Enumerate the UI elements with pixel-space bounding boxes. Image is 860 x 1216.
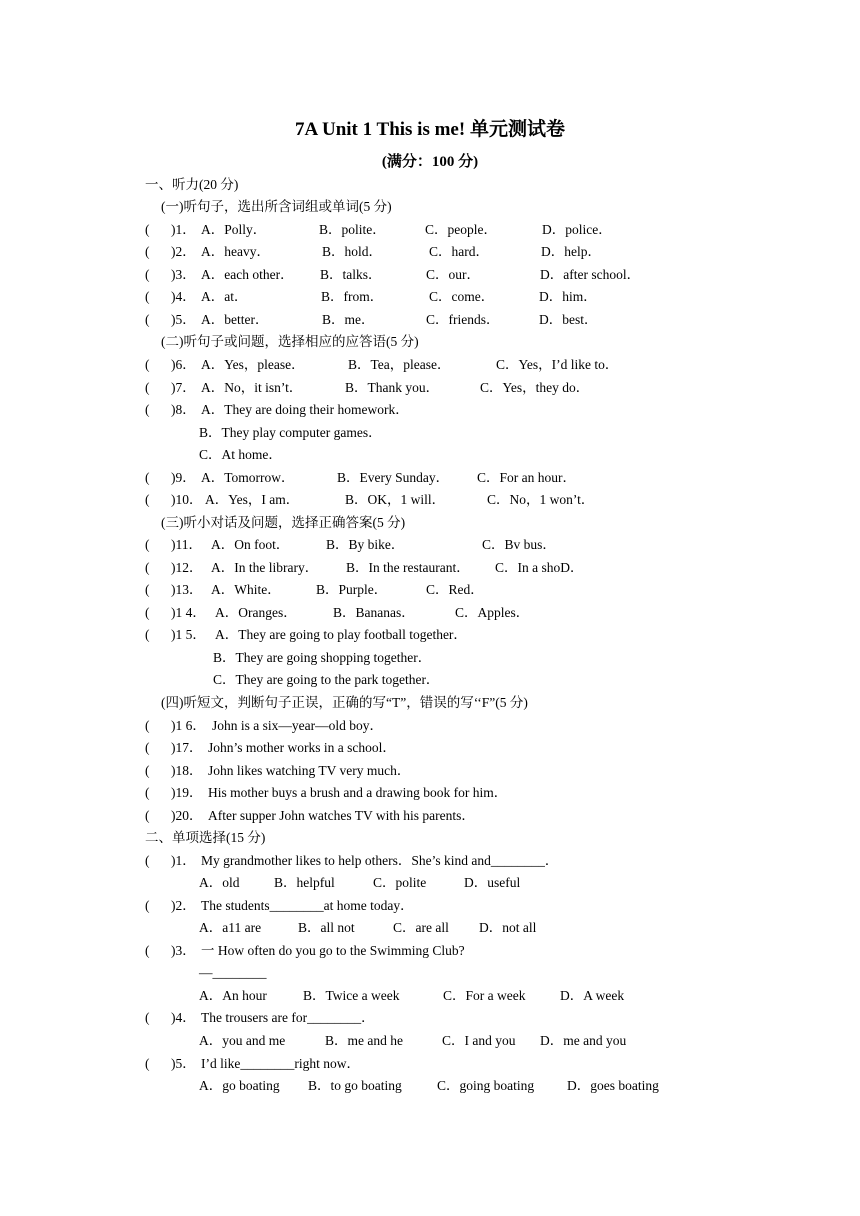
answer-paren: ( — [145, 244, 150, 259]
option-c: C．They are going to the park together． — [213, 672, 440, 687]
question-number: )17． — [171, 740, 203, 755]
option-b: B．They are going shopping together． — [213, 650, 432, 665]
answer-paren: ( — [145, 808, 150, 823]
option-a: A．go boating — [199, 1078, 280, 1093]
question-number: )19． — [171, 785, 203, 800]
option-b: B．talks． — [320, 267, 382, 282]
question-number: )5． — [171, 312, 196, 327]
answer-paren: ( — [145, 763, 150, 778]
answer-paren: ( — [145, 718, 150, 733]
option-b: B．Every Sunday． — [337, 470, 450, 485]
option-b: B．helpful — [274, 875, 335, 890]
option-c: C．For a week — [443, 988, 526, 1003]
answer-paren: ( — [145, 267, 150, 282]
question-text: John’s mother works in a school． — [208, 740, 396, 755]
option-a: A．at． — [201, 289, 248, 304]
option-c: C．people． — [425, 222, 497, 237]
option-d: D．help． — [541, 244, 601, 259]
answer-blank: —________ — [199, 965, 267, 980]
option-c: C．are all — [393, 920, 449, 935]
option-c: C．At home． — [199, 447, 282, 462]
answer-paren: ( — [145, 582, 150, 597]
answer-paren: ( — [145, 492, 150, 507]
option-b: B．OK，1 will． — [345, 492, 446, 507]
option-b: B．They play computer games． — [199, 425, 382, 440]
option-a: A．Yes，I am． — [205, 492, 300, 507]
option-c: C．going boating — [437, 1078, 535, 1093]
option-a: A．They are going to play football together． — [215, 627, 467, 642]
option-c: C．Bv bus． — [482, 537, 556, 552]
answer-paren: ( — [145, 1010, 150, 1025]
option-b: B．Purple． — [316, 582, 388, 597]
text-label: (二)听句子或问题，选择相应的应答语(5 分) — [161, 334, 419, 349]
answer-paren: ( — [145, 380, 150, 395]
answer-paren: ( — [145, 312, 150, 327]
question-number: )1 6． — [171, 718, 206, 733]
question-text: The students________at home today． — [201, 898, 414, 913]
option-a: A．better． — [201, 312, 269, 327]
question-text: His mother buys a brush and a drawing book for him． — [208, 785, 508, 800]
text-label: (三)听小对话及问题，选择正确答案(5 分) — [161, 515, 406, 530]
option-a: A．In the library． — [211, 560, 319, 575]
option-c: C．For an hour． — [477, 470, 576, 485]
question-number: )1 5． — [171, 627, 206, 642]
option-a: A．a11 are — [199, 920, 262, 935]
answer-paren: ( — [145, 943, 150, 958]
answer-paren: ( — [145, 222, 150, 237]
option-a: A．Yes，please． — [201, 357, 305, 372]
question-text: I’d like________right now． — [201, 1056, 360, 1071]
option-c: C．hard． — [429, 244, 489, 259]
question-number: )2． — [171, 898, 196, 913]
option-c: C．No，1 won’t． — [487, 492, 595, 507]
answer-paren: ( — [145, 1056, 150, 1071]
answer-paren: ( — [145, 785, 150, 800]
question-number: )2． — [171, 244, 196, 259]
option-b: B．me． — [322, 312, 375, 327]
question-number: )4． — [171, 1010, 196, 1025]
question-number: )1 4． — [171, 605, 206, 620]
option-c: C．In a shoD． — [495, 560, 584, 575]
option-b: B．from． — [321, 289, 384, 304]
option-a: A．Tomorrow． — [201, 470, 295, 485]
option-c: C．friends． — [426, 312, 500, 327]
option-b: B．to go boating — [308, 1078, 402, 1093]
question-number: )9． — [171, 470, 196, 485]
answer-paren: ( — [145, 289, 150, 304]
option-a: A．No，it isn’t． — [201, 380, 303, 395]
option-d: D．goes boating — [567, 1078, 659, 1093]
question-text: My grandmother likes to help others．She’s kind and________． — [201, 853, 559, 868]
page-title: 7A Unit 1 This is me! 单元测试卷 — [295, 119, 565, 140]
option-b: B．hold． — [322, 244, 383, 259]
option-d: D．useful — [464, 875, 521, 890]
option-d: D．police． — [542, 222, 612, 237]
option-d: D．him． — [539, 289, 597, 304]
question-number: )3． — [171, 943, 196, 958]
option-d: D．me and you — [540, 1033, 627, 1048]
option-a: A．White． — [211, 582, 281, 597]
option-b: B．all not — [298, 920, 355, 935]
option-c: C．Yes，I’d like to． — [496, 357, 619, 372]
option-a: A．Polly． — [201, 222, 267, 237]
option-b: B．In the restaurant． — [346, 560, 470, 575]
option-d: D．after school． — [540, 267, 641, 282]
question-number: )18． — [171, 763, 203, 778]
answer-paren: ( — [145, 853, 150, 868]
option-a: A．you and me — [199, 1033, 286, 1048]
text-label: (四)听短文，判断句子正误，正确的写“T”，错误的写‘‘F”(5 分) — [161, 695, 528, 710]
option-a: A．Oranges． — [215, 605, 297, 620]
option-b: B．Bananas． — [333, 605, 415, 620]
page-subtitle: (满分：100 分) — [381, 154, 479, 170]
answer-paren: ( — [145, 560, 150, 575]
answer-paren: ( — [145, 898, 150, 913]
question-number: )1． — [171, 222, 196, 237]
option-c: C．Red． — [426, 582, 484, 597]
option-d: D．best． — [539, 312, 598, 327]
answer-paren: ( — [145, 470, 150, 485]
answer-paren: ( — [145, 357, 150, 372]
question-number: )13． — [171, 582, 203, 597]
answer-paren: ( — [145, 537, 150, 552]
question-text: John is a six—year—old boy． — [212, 718, 383, 733]
option-b: B．Thank you． — [345, 380, 440, 395]
question-number: )10． — [171, 492, 203, 507]
option-c: C．Yes，they do． — [480, 380, 590, 395]
answer-paren: ( — [145, 627, 150, 642]
option-a: A．On foot． — [211, 537, 290, 552]
question-number: )6． — [171, 357, 196, 372]
option-c: C．I and you — [442, 1033, 516, 1048]
question-number: )4． — [171, 289, 196, 304]
option-c: C．Apples． — [455, 605, 530, 620]
text-label: (一)听句子，选出所含词组或单词(5 分) — [161, 199, 392, 214]
option-a: A．An hour — [199, 988, 267, 1003]
question-number: )3． — [171, 267, 196, 282]
option-d: D．A week — [560, 988, 625, 1003]
question-text: John likes watching TV very much． — [208, 763, 411, 778]
question-text: 一 How often do you go to the Swimming Club? — [201, 943, 465, 958]
option-c: C．come． — [429, 289, 495, 304]
text-label: 一、听力(20 分) — [145, 177, 239, 192]
answer-paren: ( — [145, 740, 150, 755]
question-number: )8． — [171, 402, 196, 417]
text-label: 二、单项选择(15 分) — [145, 830, 266, 845]
question-text: After supper John watches TV with his parents． — [208, 808, 475, 823]
question-number: )1． — [171, 853, 196, 868]
answer-paren: ( — [145, 402, 150, 417]
question-number: )20． — [171, 808, 203, 823]
question-number: )7． — [171, 380, 196, 395]
option-a: A．They are doing their homework． — [201, 402, 409, 417]
option-b: B．Tea，please． — [348, 357, 451, 372]
option-b: B．By bike． — [326, 537, 405, 552]
option-d: D．not all — [479, 920, 537, 935]
option-b: B．me and he — [325, 1033, 403, 1048]
answer-paren: ( — [145, 605, 150, 620]
option-b: B．Twice a week — [303, 988, 400, 1003]
question-text: The trousers are for________． — [201, 1010, 375, 1025]
question-number: )11． — [171, 537, 202, 552]
question-number: )12． — [171, 560, 203, 575]
option-b: B．polite． — [319, 222, 386, 237]
option-c: C．polite — [373, 875, 427, 890]
option-c: C．our． — [426, 267, 480, 282]
option-a: A．heavy． — [201, 244, 270, 259]
option-a: A．old — [199, 875, 240, 890]
question-number: )5． — [171, 1056, 196, 1071]
option-a: A．each other． — [201, 267, 294, 282]
